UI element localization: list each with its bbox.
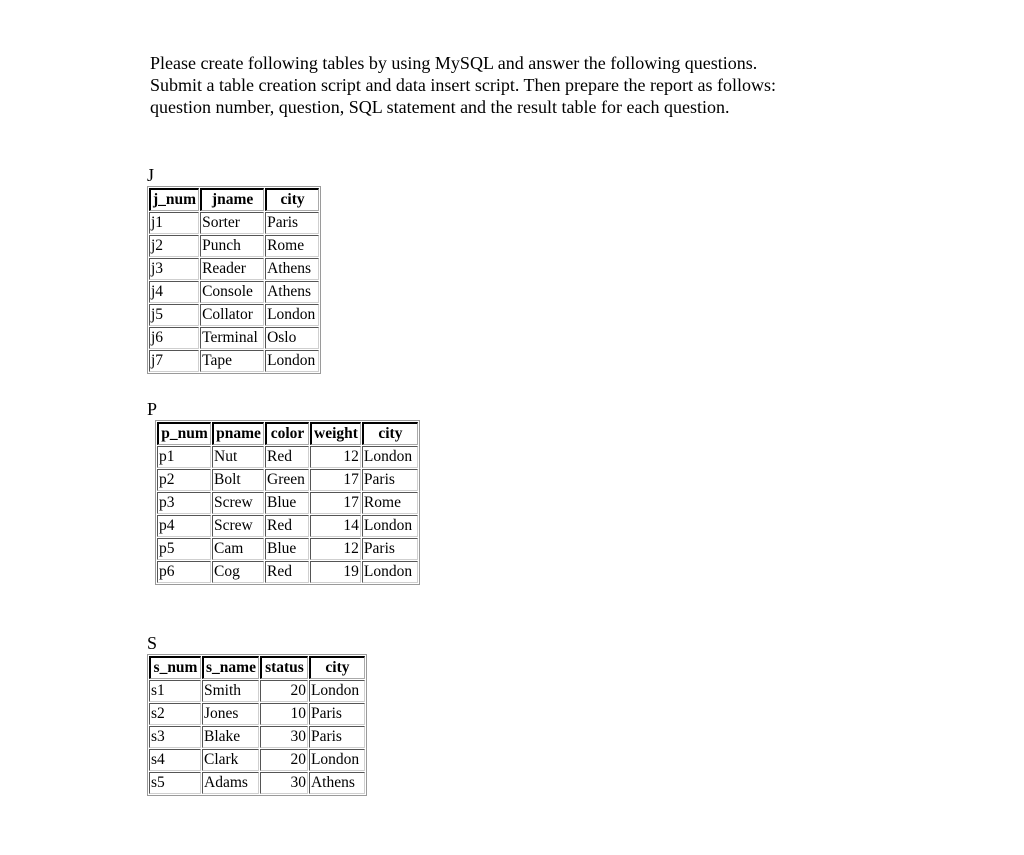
table-cell: Bolt	[212, 469, 264, 491]
table-cell: s5	[149, 772, 201, 794]
table-cell: Green	[265, 469, 309, 491]
table-cell: j2	[149, 235, 199, 257]
table-cell: j4	[149, 281, 199, 303]
table-cell: Screw	[212, 492, 264, 514]
instructions-line: question number, question, SQL statement and the result table for each question.	[150, 97, 730, 117]
table-s-block	[147, 634, 367, 796]
table-cell: Clark	[202, 749, 259, 771]
table-s-title: S	[147, 633, 158, 653]
table-row	[149, 304, 319, 326]
table-cell: Athens	[265, 258, 319, 280]
table-cell: 20	[260, 749, 308, 771]
table-cell: 17	[310, 469, 361, 491]
table-cell: p3	[157, 492, 211, 514]
table-header-row	[149, 656, 365, 679]
table-header-row	[149, 188, 319, 211]
table-cell: Adams	[202, 772, 259, 794]
table-cell: Nut	[212, 446, 264, 468]
column-header: color	[265, 422, 309, 445]
column-header: status	[260, 656, 308, 679]
table-cell: Reader	[200, 258, 264, 280]
table-cell: Athens	[309, 772, 365, 794]
instructions-line: Please create following tables by using MySQL and answer the following questions.	[150, 53, 758, 73]
table-cell: Paris	[362, 538, 418, 560]
table-cell: 10	[260, 703, 308, 725]
table-cell: London	[309, 749, 365, 771]
table-cell: Blue	[265, 538, 309, 560]
table-row	[149, 749, 365, 771]
table-cell: Tape	[200, 350, 264, 372]
table-cell: Athens	[265, 281, 319, 303]
table-cell: London	[265, 304, 319, 326]
column-header: city	[362, 422, 418, 445]
table-row	[149, 772, 365, 794]
table-cell: 14	[310, 515, 361, 537]
table-p-title: P	[147, 399, 158, 419]
table-cell: p2	[157, 469, 211, 491]
table-cell: London	[362, 446, 418, 468]
table-cell: Paris	[265, 212, 319, 234]
column-header: city	[309, 656, 365, 679]
table-cell: London	[362, 561, 418, 583]
table-cell: Punch	[200, 235, 264, 257]
table-row	[157, 446, 418, 468]
table-row	[149, 281, 319, 303]
table-row	[149, 726, 365, 748]
table-cell: Oslo	[265, 327, 319, 349]
table-cell: London	[309, 680, 365, 702]
column-header: s_num	[149, 656, 201, 679]
table-cell: Console	[200, 281, 264, 303]
table-cell: Terminal	[200, 327, 264, 349]
table-cell: 12	[310, 538, 361, 560]
table-row	[157, 492, 418, 514]
table-row	[149, 258, 319, 280]
table-cell: 19	[310, 561, 361, 583]
table-cell: Paris	[309, 726, 365, 748]
table-j	[147, 186, 321, 374]
table-cell: j5	[149, 304, 199, 326]
table-row	[157, 469, 418, 491]
column-header: jname	[200, 188, 264, 211]
table-cell: Cog	[212, 561, 264, 583]
table-cell: 17	[310, 492, 361, 514]
table-cell: j6	[149, 327, 199, 349]
table-row	[149, 235, 319, 257]
instructions-paragraph	[150, 52, 910, 118]
instructions-line: Submit a table creation script and data insert script. Then prepare the report as follows:	[150, 75, 776, 95]
table-cell: Red	[265, 561, 309, 583]
table-cell: Paris	[309, 703, 365, 725]
table-cell: London	[362, 515, 418, 537]
table-cell: j3	[149, 258, 199, 280]
table-cell: Jones	[202, 703, 259, 725]
table-cell: Red	[265, 515, 309, 537]
table-p	[155, 420, 420, 585]
table-cell: London	[265, 350, 319, 372]
table-cell: Blue	[265, 492, 309, 514]
table-row	[157, 538, 418, 560]
table-header-row	[157, 422, 418, 445]
table-j-title: J	[147, 165, 155, 185]
column-header: j_num	[149, 188, 199, 211]
column-header: p_num	[157, 422, 211, 445]
table-row	[157, 515, 418, 537]
column-header: city	[265, 188, 319, 211]
table-p-block	[147, 400, 420, 585]
table-cell: s2	[149, 703, 201, 725]
table-cell: Sorter	[200, 212, 264, 234]
table-cell: p6	[157, 561, 211, 583]
table-cell: p1	[157, 446, 211, 468]
table-cell: 12	[310, 446, 361, 468]
table-cell: s1	[149, 680, 201, 702]
table-row	[149, 212, 319, 234]
table-cell: Collator	[200, 304, 264, 326]
table-cell: j1	[149, 212, 199, 234]
table-cell: Cam	[212, 538, 264, 560]
table-cell: Smith	[202, 680, 259, 702]
table-cell: Paris	[362, 469, 418, 491]
column-header: pname	[212, 422, 264, 445]
table-cell: Rome	[265, 235, 319, 257]
column-header: s_name	[202, 656, 259, 679]
table-cell: Screw	[212, 515, 264, 537]
table-cell: Blake	[202, 726, 259, 748]
table-cell: p5	[157, 538, 211, 560]
table-s	[147, 654, 367, 796]
table-row	[157, 561, 418, 583]
table-row	[149, 350, 319, 372]
table-cell: p4	[157, 515, 211, 537]
table-cell: 20	[260, 680, 308, 702]
table-cell: j7	[149, 350, 199, 372]
table-j-block	[147, 166, 321, 374]
table-cell: Rome	[362, 492, 418, 514]
table-row	[149, 680, 365, 702]
table-row	[149, 703, 365, 725]
table-cell: 30	[260, 772, 308, 794]
table-cell: s4	[149, 749, 201, 771]
table-cell: 30	[260, 726, 308, 748]
table-cell: Red	[265, 446, 309, 468]
table-row	[149, 327, 319, 349]
column-header: weight	[310, 422, 361, 445]
table-cell: s3	[149, 726, 201, 748]
